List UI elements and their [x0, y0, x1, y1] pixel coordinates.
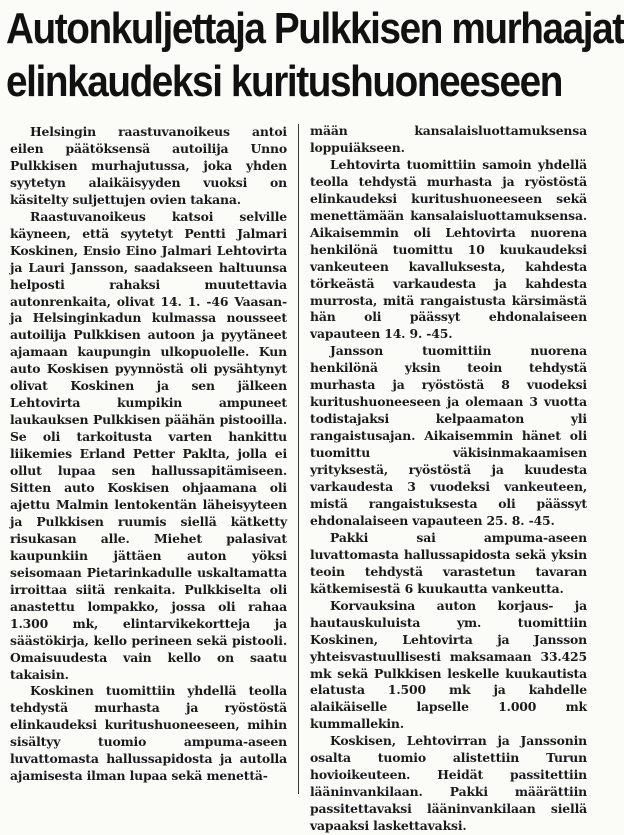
paragraph: Koskinen tuomittiin yhdellä teolla tehdystä murhasta ja ryöstöstä elinkaudeksi kuritushuoneeseen, mihin sisältyy tuomio ampuma-aseen luvattomasta hallussapidosta ja autolla ajamisesta ilman lupaa sekä menettä-: [10, 683, 287, 784]
paragraph: Helsingin raastuvanoikeus antoi eilen päätöksensä autoilija Unno Pulkkisen murhajutussa, joka yhden syytetyn alaikäisyyden vuoksi on käsitelty suljettujen ovien takana.: [10, 124, 287, 207]
column-divider: [298, 124, 299, 794]
article-column-right: [310, 123, 587, 835]
paragraph: Pakki sai ampuma-aseen luvattomasta hallussapidosta sekä yksin teoin tehdystä varastetun tavaran kätkemisestä 6 kuukautta vankeutta.: [310, 529, 587, 596]
headline-line-1: Autonkuljettaja Pulkkisen murhaajat: [6, 4, 624, 53]
paragraph: Raastuvanoikeus katsoi selville käyneen, että syytetyt Pentti Jalmari Koskinen, Ensio Eino Jalmari Lehtovirta ja Lauri Jansson, saadakseen haltuunsa helposti rahaksi muutettavia autonrenkaita, olivat 14. 1. -46 Vaasan- ja Helsinginkadun kulmassa nousseet autoilija Pulkkisen autoon ja pyytäneet ajamaan kaupungin ulkopuolelle. Kun auto Koskisen pyynnöstä oli pysähtynyt olivat Koskinen ja sen jälkeen Lehtovirta kumpikin ampuneet laukauksen Pulkkisen päähän pistooilla. Se oli tarkoitusta varten hankittu liikemies Erland Petter Paklta, jolla ei ollut lupaa sen hallussapitämiseen. Sitten auto Koskisen ohjaamana oli ajettu Malmin lentokentän läheisyyteen ja Pulkkisen ruumis siellä kätketty risukasan alle. Miehet palasivat kaupunkiin jättäen auton yöksi seisomaan Pietarinkadulle uskaltamatta irroittaa siitä renkaita. Pulkkiselta oli anastettu lompakko, jossa oli rahaa 1.300 mk, elintarvikekortteja ja säästökirja, kello perineen sekä pistooli. Omaisuudesta vain kello on saatu takaisin.: [10, 208, 287, 682]
paragraph: Koskisen, Lehtovirran ja Janssonin osalta tuomio alistettiin Turun hovioikeuteen. Heidät passitettiin lääninvankilaan. Pakki määrättiin passitettavaksi lääninvankilaan siellä vapaaksi laskettavaksi.: [310, 733, 587, 834]
paragraph: mään kansalaisluottamuksensa loppuiäkseen.: [310, 123, 587, 155]
paragraph: Korvauksina auton korjaus- ja hautauskuluista ym. tuomittiin Koskinen, Lehtovirta ja Jansson yhteisvastuullisesti maksamaan 33.425 mk sekä Pulkkisen leskelle kuukautista elatusta 1.500 mk ja kahdelle alaikäiselle lapselle 1.000 mk kummallekin.: [310, 597, 587, 732]
headline-line-2: elinkaudeksi kuritushuoneeseen: [6, 57, 562, 106]
paragraph: Jansson tuomittiin nuorena henkilönä yksin teoin tehdystä murhasta ja ryöstöstä 8 vuodeksi kuritushuoneeseen ja olemaan 3 vuotta todistajaksi kelpaamaton yli rangaistusajan. Aikaisemmin hänet oli tuomittu väkisinmakaamisen yrityksestä, ryöstöstä ja kuudesta varkaudesta 3 vuodeksi vankeuteen, mistä rangaistuksesta oli päässyt ehdonalaiseen vapauteen 25. 8. -45.: [310, 343, 587, 528]
article-column-left: [10, 124, 287, 785]
paragraph: Lehtovirta tuomittiin samoin yhdellä teolla tehdystä murhasta ja ryöstöstä elinkaudeksi kuritushuoneeseen sekä menettämään kansalaisluottamuksensa. Aikaisemmin oli Lehtovirta nuorena henkilönä tuomittu 10 kuukaudeksi vankeuteen kavalluksesta, kahdesta törkeästä varkaudesta ja kahdesta murrosta, mitä rangaistusta kärsimästä hän oli päässyt ehdonalaiseen vapauteen 14. 9. -45.: [310, 156, 587, 342]
headline: [6, 2, 624, 108]
